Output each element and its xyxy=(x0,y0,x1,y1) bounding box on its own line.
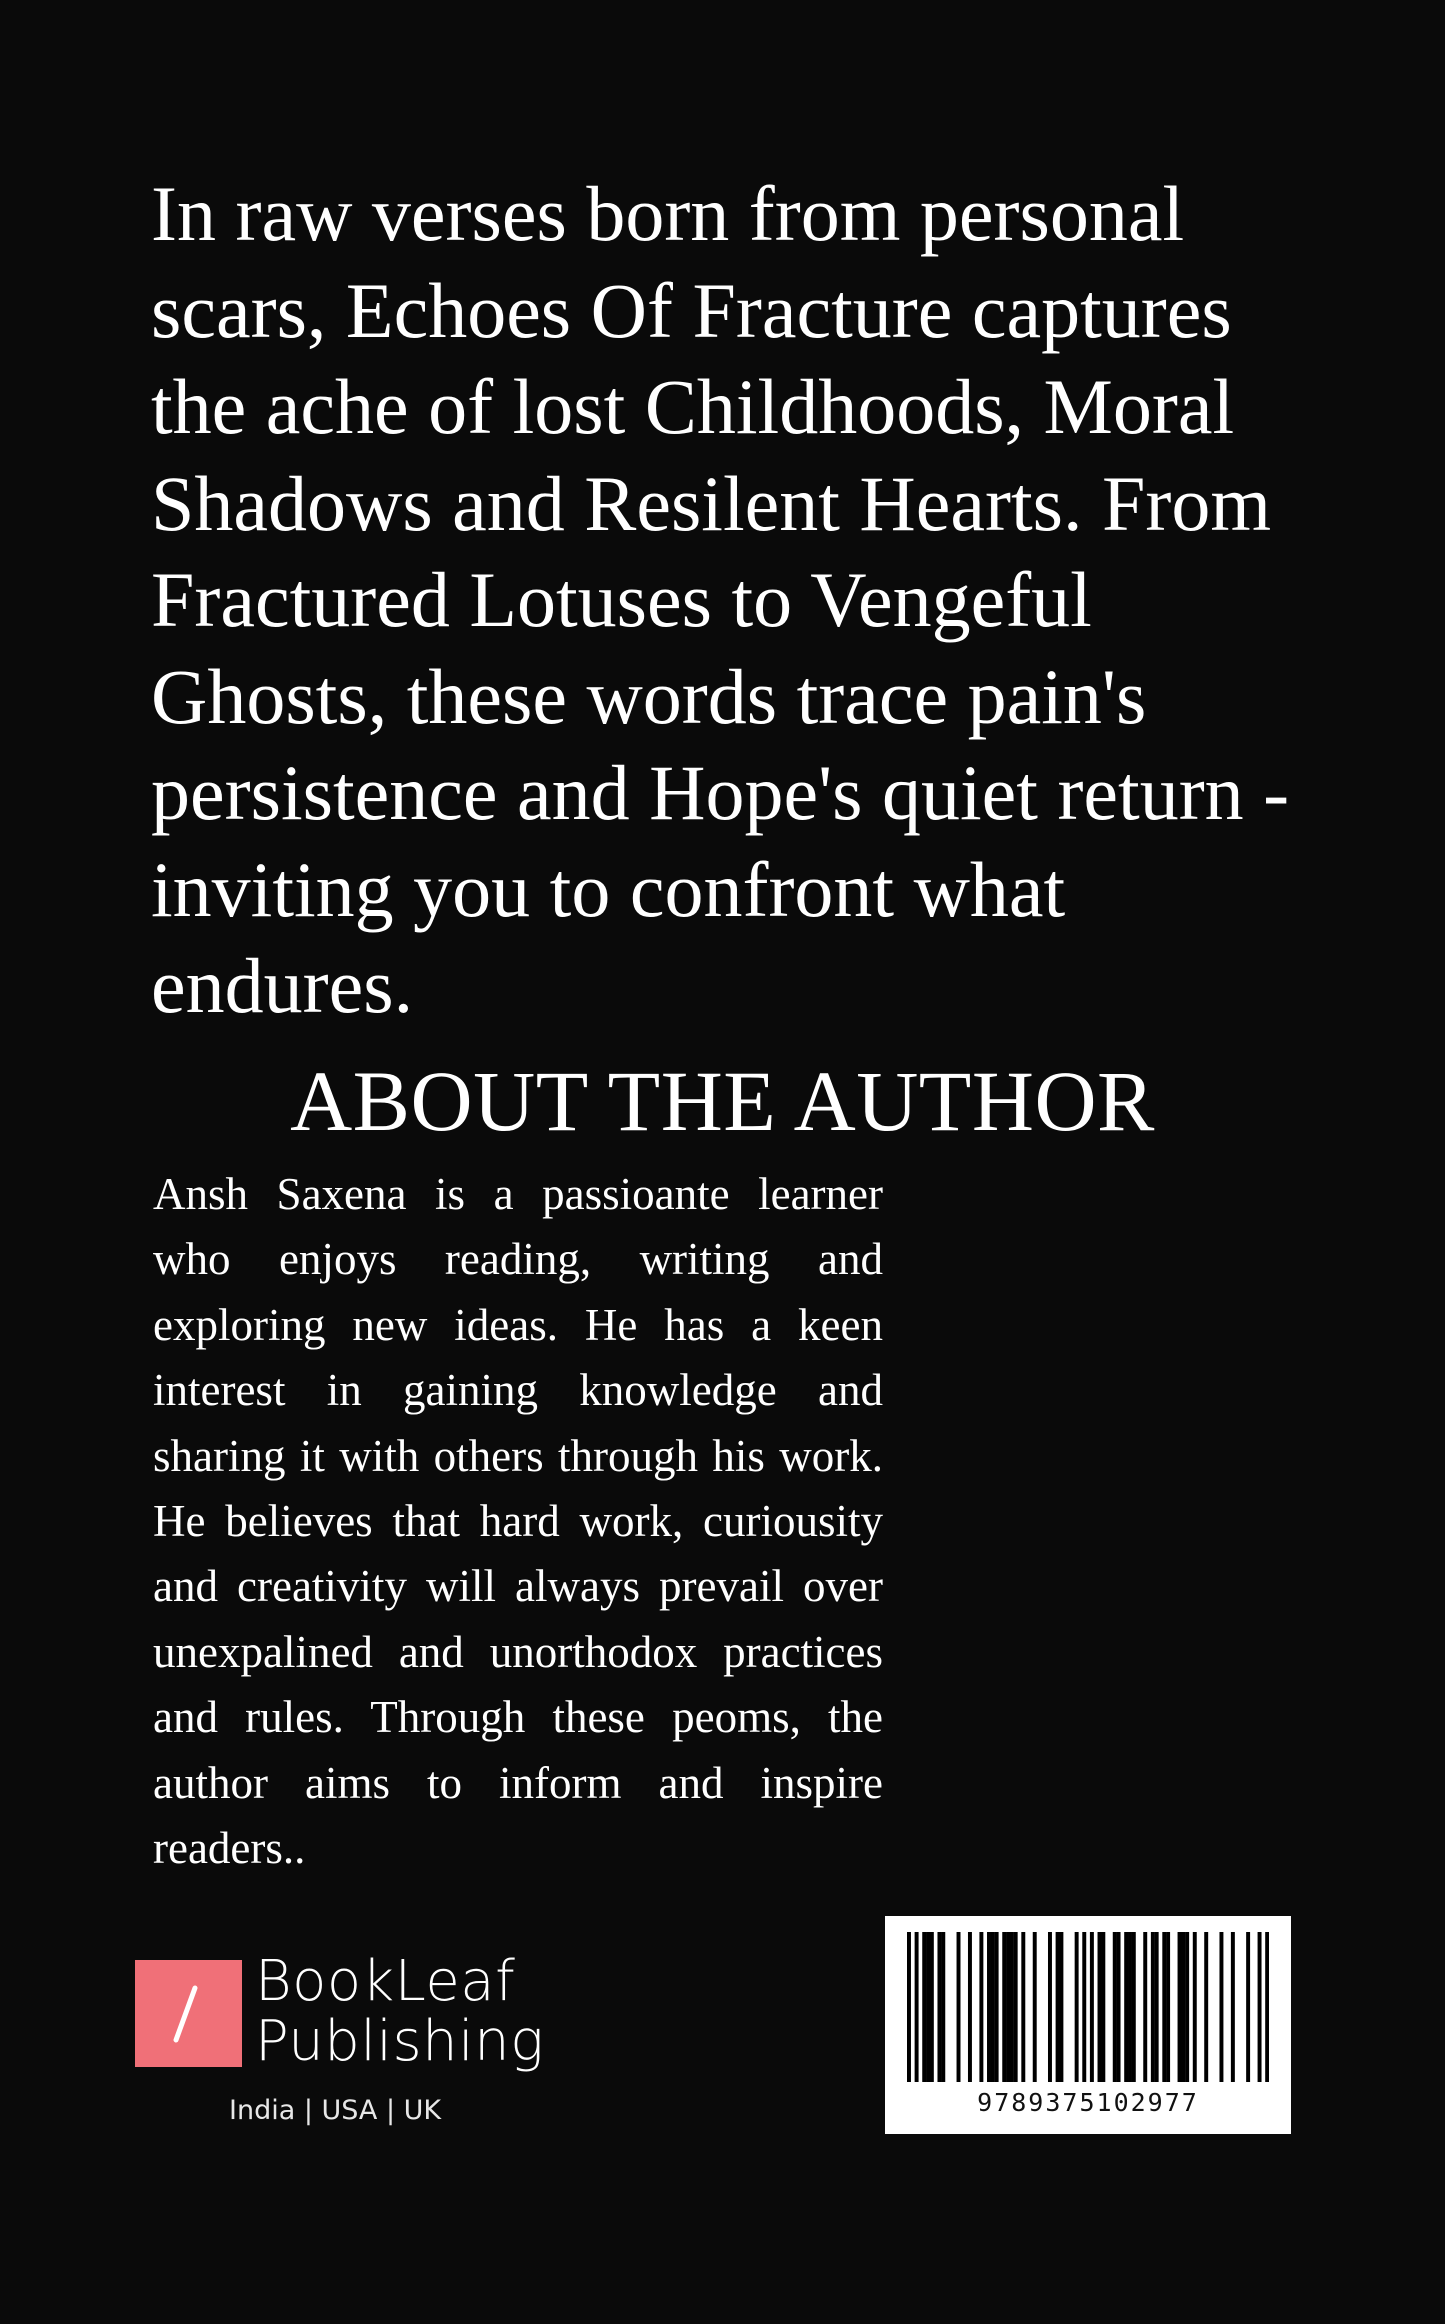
barcode-bar xyxy=(979,1932,983,2082)
barcode-bar xyxy=(1151,1932,1155,2082)
barcode-bar xyxy=(1219,1932,1223,2082)
barcode-bar xyxy=(957,1932,961,2082)
barcode-bar xyxy=(1185,1932,1189,2082)
publisher-block xyxy=(135,1949,555,2140)
about-author-text: Ansh Saxena is a passioante learner who enjoys reading, writing and exploring new ideas. He has a keen interest in gaining knowledge and sharing it with others through his work. He believes that hard work, curiousity and creativity will always prevail over unexpalined and unorthodox practices and rules. Through these peoms, the author aims to inform and inspire readers.. xyxy=(153,1169,883,1874)
barcode-bar xyxy=(1090,1932,1094,2082)
barcode-bar xyxy=(1056,1932,1060,2082)
barcode-bar xyxy=(930,1932,934,2082)
barcode-bar xyxy=(1098,1932,1102,2082)
barcode-bar xyxy=(1082,1932,1086,2082)
barcode-bar xyxy=(1117,1932,1121,2082)
barcode-bar xyxy=(907,1932,911,2082)
barcode-bar xyxy=(1132,1932,1136,2082)
barcode-bar xyxy=(1021,1932,1025,2082)
barcode-bar xyxy=(1258,1932,1262,2082)
barcode-bar xyxy=(1128,1932,1132,2082)
barcode-bar xyxy=(1193,1932,1197,2082)
barcode-bar xyxy=(1265,1932,1269,2082)
publisher-regions: India | USA | UK xyxy=(229,2095,442,2126)
publisher-name-line1: BookLeaf xyxy=(255,1949,516,2014)
isbn-number: 9789375102977 xyxy=(977,2088,1199,2117)
barcode-bar xyxy=(1033,1932,1037,2082)
barcode-bar xyxy=(1231,1932,1235,2082)
isbn-barcode xyxy=(885,1916,1291,2134)
publisher-name-line2: Publishing xyxy=(255,2009,545,2074)
barcode-bar xyxy=(1014,1932,1018,2082)
barcode-bar xyxy=(1075,1932,1079,2082)
book-blurb: In raw verses born from personal scars, Echoes Of Fracture captures the ache of lost Childhoods, Moral Shadows and Resilent Hearts. From Fractured Lotuses to Vengeful Ghosts, these words trace pain's persistence and Hope's quiet return - inviting you to confront what endures. xyxy=(151,170,1290,1029)
barcode-bar xyxy=(995,1932,999,2082)
barcode-bar xyxy=(1204,1932,1208,2082)
barcode-bar xyxy=(1143,1932,1147,2082)
barcode-bar xyxy=(968,1932,972,2082)
barcode-bar xyxy=(1113,1932,1117,2082)
barcode-bar xyxy=(991,1932,995,2082)
barcode-bar xyxy=(1124,1932,1128,2082)
barcode-bar xyxy=(1155,1932,1159,2082)
barcode-bar xyxy=(926,1932,930,2082)
barcode-bar xyxy=(915,1932,919,2082)
barcode-bar xyxy=(1101,1932,1105,2082)
barcode-bar xyxy=(987,1932,991,2082)
barcode-bar xyxy=(1162,1932,1166,2082)
barcode-bar xyxy=(1166,1932,1170,2082)
barcode-bar xyxy=(937,1932,941,2082)
barcode-bar xyxy=(1178,1932,1182,2082)
barcode-bar xyxy=(1059,1932,1063,2082)
barcode-bar xyxy=(1010,1932,1014,2082)
publisher-logo-icon xyxy=(135,1960,242,2067)
barcode-bar xyxy=(1048,1932,1052,2082)
publisher-name xyxy=(255,1949,545,2074)
about-author-heading: ABOUT THE AUTHOR xyxy=(290,1053,1155,1149)
barcode-bar xyxy=(1246,1932,1250,2082)
barcode-bar xyxy=(1181,1932,1185,2082)
barcode-bars-icon xyxy=(907,1932,1269,2084)
barcode-bar xyxy=(1006,1932,1010,2082)
barcode-bar xyxy=(922,1932,926,2082)
barcode-bar xyxy=(941,1932,945,2082)
barcode-bar xyxy=(1002,1932,1006,2082)
